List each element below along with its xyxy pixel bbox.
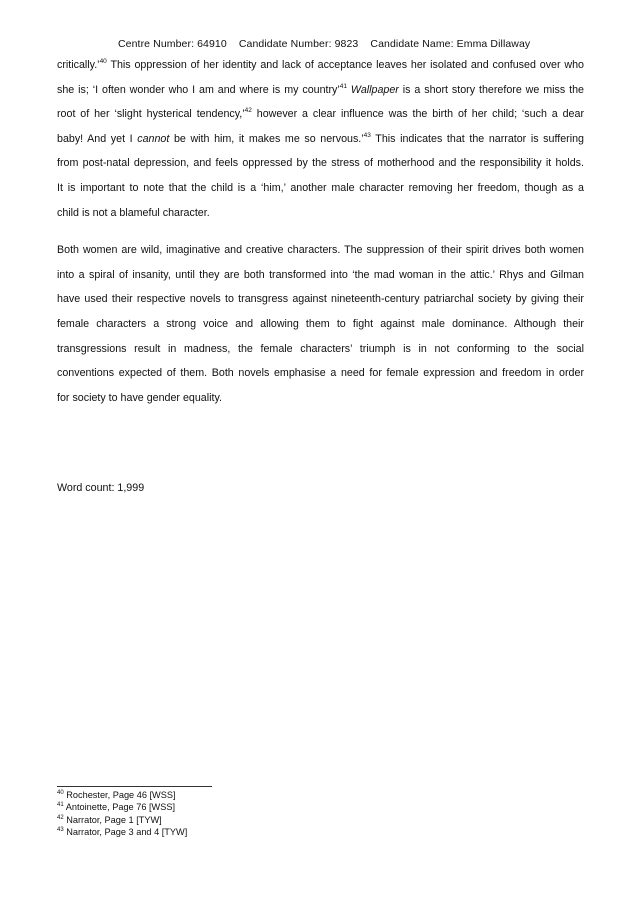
footnote-text: Antoinette, Page 76 [WSS] [63,802,176,813]
footnote-number: 40 [57,790,64,796]
footnote [57,789,187,801]
text-run: This oppression of her identity and lack of acceptance leaves her isolated and confused over who [106,59,584,71]
footnote-number: 42 [57,814,64,821]
text-run: she is; ‘I often wonder who I am and where is my country’ [57,83,340,96]
text-run: be with him, it makes me so nervous.’ [169,132,364,145]
page-header [118,38,530,50]
text-line: female characters a strong voice and allowing them to fight against male dominance. Although their [57,317,584,330]
text-run: critically.’ [57,59,100,71]
centre-number: Centre Number: 64910 [118,38,227,50]
text-run: This indicates that the narrator is suffering [370,132,584,145]
text-line [57,53,584,78]
text-line [57,102,584,127]
footnote-text: Narrator, Page 3 and 4 [TYW] [63,827,188,838]
text-line: child is not a blameful character. [57,206,210,219]
footnote-ref: 41 [339,82,348,90]
italic-emphasis: cannot [137,132,170,145]
paragraph-1 [57,53,584,225]
text-run: however a clear influence was the birth of her child; ‘such a dear [251,108,585,121]
footnote-text: Narrator, Page 1 [TYW] [63,814,162,825]
text-line [57,78,584,103]
text-line: have used their respective novels to transgress against nineteenth-century patriarchal society by giving their [57,293,584,306]
paragraph-2 [57,238,584,410]
text-line: conventions expected of them. Both novels emphasise a need for female expression and freedom in order [57,367,584,380]
footnote [57,826,187,838]
footnote [57,801,187,813]
text-run: baby! And yet I [57,132,138,145]
body-text [57,53,584,410]
footnote-ref: 40 [99,58,107,65]
text-line: for society to have gender equality. [57,391,222,404]
text-line: from post-natal depression, and feels oppressed by the stress of motherhood and the responsibility it holds. [57,157,584,170]
text-line: into a spiral of insanity, until they are both transformed into ‘the mad woman in the attic.’ Rhys and Gilman [57,268,584,281]
text-run: root of her ‘slight hysterical tendency,’ [57,108,245,121]
word-count: Word count: 1,999 [57,482,145,494]
text-run: is a short story therefore we miss the [398,83,584,96]
footnotes [57,789,187,839]
text-line: Both women are wild, imaginative and creative characters. The suppression of their spirit drives both women [57,244,584,257]
italic-title: Wallpaper [347,83,399,96]
footnote-number: 43 [57,827,64,834]
candidate-number: Candidate Number: 9823 [238,38,359,50]
text-line: It is important to note that the child is a ‘him,’ another male character removing her freedom, though as a [57,181,584,194]
candidate-name: Candidate Name: Emma Dillaway [370,38,531,50]
footnote-separator [57,786,212,787]
text-line: transgressions result in madness, the female characters’ triumph is in not conforming to the social [57,342,584,355]
footnote-ref: 43 [363,131,371,139]
footnote-number: 41 [57,802,64,809]
footnote-ref: 42 [244,107,252,115]
text-line [57,127,584,152]
footnote-text: Rochester, Page 46 [WSS] [63,790,176,800]
footnote [57,814,187,826]
